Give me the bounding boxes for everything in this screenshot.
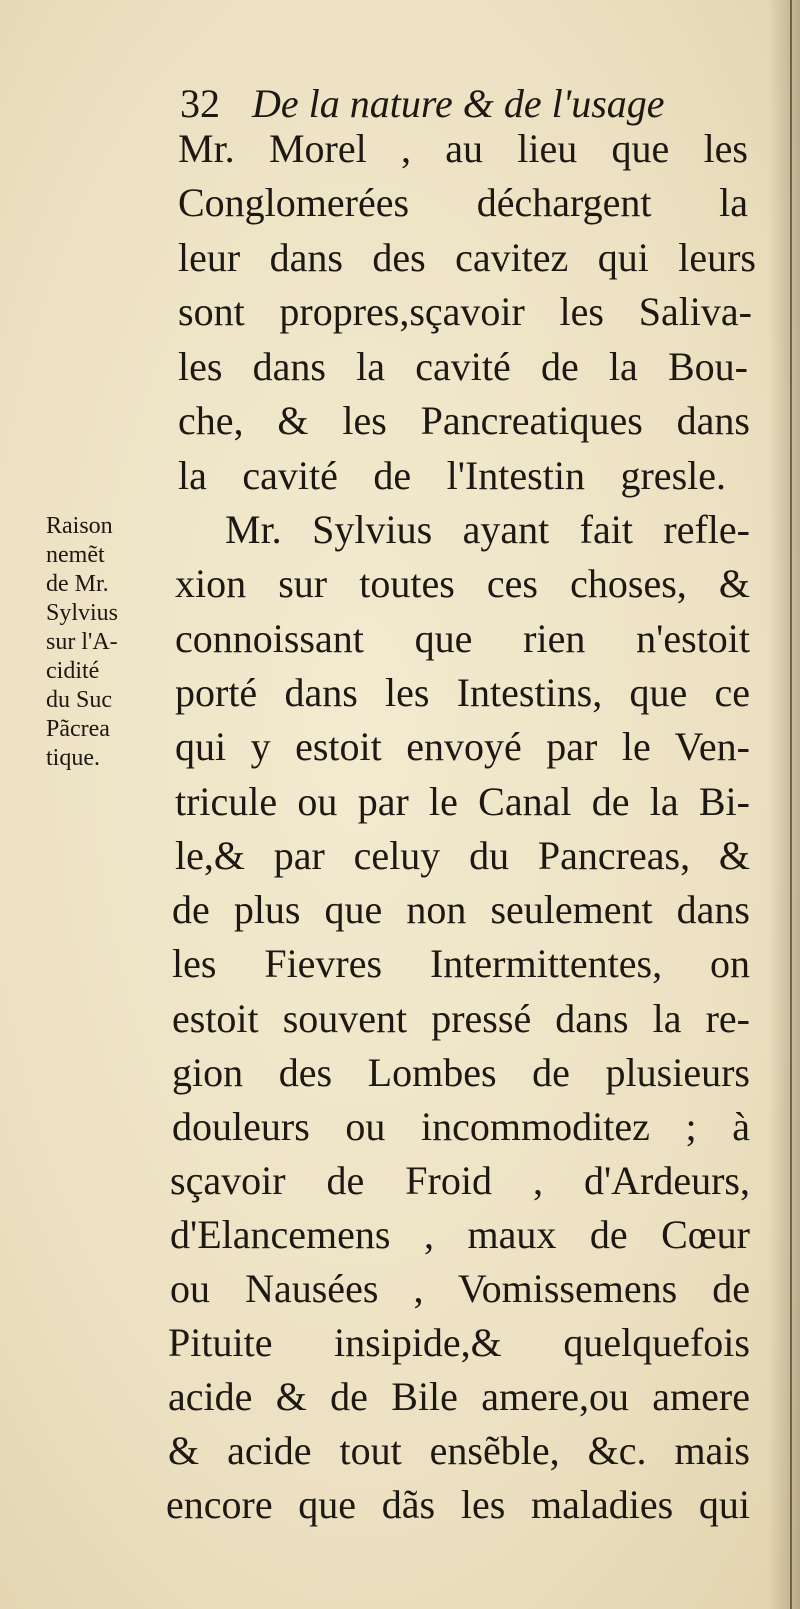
body-line: qui y estoit envoyé par le Ven- [175, 724, 750, 769]
margin-note [46, 512, 164, 773]
body-line: la cavité de l'Intestin gresle. [178, 453, 726, 498]
body-line: gion des Lombes de plusieurs [172, 1050, 750, 1095]
body-line: che, & les Pancreatiques dans [178, 398, 750, 443]
body-line: tricule ou par le Canal de la Bi- [175, 779, 750, 824]
margin-note-line: nemẽt [46, 542, 105, 568]
margin-note-line: tique. [46, 745, 100, 771]
body-line: Mr. Sylvius ayant fait refle- [225, 507, 750, 552]
body-line: porté dans les Intestins, que ce [175, 670, 750, 715]
body-line: les Fievres Intermittentes, on [172, 941, 750, 986]
body-line: xion sur toutes ces choses, & [175, 561, 750, 606]
body-line: d'Elancemens , maux de Cœur [170, 1212, 750, 1257]
body-line: Conglomerées déchargent la [178, 180, 748, 225]
page-number: 32 [180, 81, 220, 126]
running-title: De la nature & de l'usage [252, 81, 665, 126]
body-line: Pituite insipide,& quelquefois [168, 1320, 750, 1365]
page-edge-shadow [768, 0, 800, 1609]
body-line: les dans la cavité de la Bou- [178, 344, 748, 389]
margin-note-line: sur l'A- [46, 629, 118, 655]
body-line: ou Nausées , Vomissemens de [170, 1266, 750, 1311]
margin-note-line: cidité [46, 658, 100, 684]
body-line: sçavoir de Froid , d'Ardeurs, [170, 1158, 750, 1203]
body-line: douleurs ou incommoditez ; à [172, 1104, 750, 1149]
margin-note-line: Raison [46, 513, 113, 539]
body-line: connoissant que rien n'estoit [175, 616, 750, 661]
margin-note-line: du Suc [46, 687, 112, 713]
body-line: sont propres,sçavoir les Saliva- [178, 289, 752, 334]
body-line: acide & de Bile amere,ou amere [168, 1374, 750, 1419]
body-line: leur dans des cavitez qui leurs [178, 235, 756, 280]
body-line: & acide tout ensẽble, &c. mais [168, 1428, 750, 1473]
body-line: de plus que non seulement dans [172, 887, 750, 932]
margin-note-line: Sylvius [46, 600, 119, 626]
body-line: encore que dãs les maladies qui [166, 1482, 750, 1527]
margin-note-line: de Mr. [46, 571, 109, 597]
body-line: estoit souvent pressé dans la re- [172, 996, 750, 1041]
page-edge-line [790, 0, 792, 1609]
body-line: le,& par celuy du Pancreas, & [175, 833, 750, 878]
margin-note-line: Pãcrea [46, 716, 110, 742]
body-line: Mr. Morel , au lieu que les [178, 126, 748, 171]
